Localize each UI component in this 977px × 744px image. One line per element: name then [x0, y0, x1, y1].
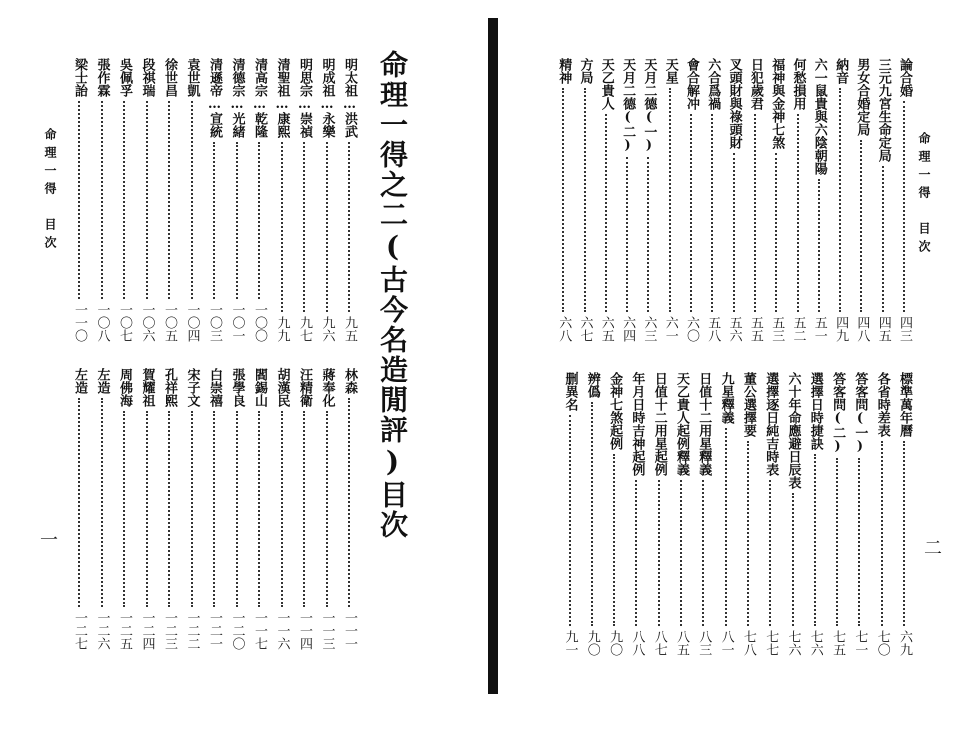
toc-entry — [784, 372, 802, 656]
toc-entry-title: 標準萬年曆 — [897, 372, 912, 437]
toc-entry-title: 賀耀祖 — [139, 368, 155, 407]
toc-entry-page: 一一七 — [252, 611, 267, 650]
toc-entry-page: 四五 — [875, 316, 891, 342]
toc-entry-title: 六十年命應避日辰表 — [785, 372, 801, 489]
toc-leader-dots — [792, 493, 794, 626]
toc-entry-page: 六〇 — [684, 316, 699, 342]
toc-entry — [850, 372, 868, 656]
toc-entry-title: 吳佩孚 — [117, 58, 132, 97]
toc-entry — [228, 58, 246, 342]
toc-entry-page: 六一 — [662, 316, 678, 342]
toc-entry-page: 一二三 — [162, 611, 177, 650]
toc-entry — [273, 368, 291, 650]
toc-leader-dots — [168, 101, 170, 299]
toc-entry — [874, 58, 892, 342]
toc-entry-title: 清高宗…乾隆 — [252, 58, 267, 138]
toc-entry-page: 九七 — [297, 316, 312, 342]
book-title: 命理一得之二(古今名造閒評)目次 — [376, 50, 409, 540]
toc-leader-dots — [814, 454, 816, 626]
toc-entry — [746, 58, 764, 342]
toc-entry-page: 一一〇 — [72, 303, 87, 342]
toc-leader-dots — [613, 454, 615, 626]
toc-entry — [228, 368, 246, 650]
toc-entry-title: 各省時差表 — [874, 372, 890, 437]
toc-entry-page: 一二六 — [94, 611, 110, 650]
toc-leader-dots — [882, 166, 884, 312]
toc-entry-title: 日值十二用星起例 — [651, 372, 667, 476]
toc-leader-dots — [191, 411, 193, 607]
toc-entry — [789, 58, 807, 342]
toc-entry — [618, 58, 636, 342]
toc-leader-dots — [839, 88, 841, 312]
toc-entry — [717, 372, 735, 656]
toc-entry-title: 清遜帝…宣統 — [207, 58, 222, 138]
toc-entry-page: 一一四 — [297, 611, 312, 650]
book-spine — [488, 18, 498, 694]
toc-leader-dots — [281, 142, 283, 312]
toc-entry-page: 七六 — [807, 630, 823, 656]
toc-entry-title: 天月二德(一) — [641, 58, 657, 153]
toc-leader-dots — [836, 458, 838, 626]
toc-entry-title: 孔祥熙 — [162, 368, 177, 407]
toc-entry — [761, 372, 779, 656]
toc-leader-dots — [191, 101, 193, 299]
toc-entry-page: 一一六 — [274, 611, 290, 650]
toc-entry-title: 張學良 — [229, 368, 245, 407]
toc-entry-title: 胡漢民 — [274, 368, 290, 407]
toc-entry-page: 六四 — [620, 316, 636, 342]
toc-entry — [160, 368, 178, 650]
toc-entry — [828, 372, 846, 656]
toc-entry-title: 日犯歲君 — [747, 58, 763, 110]
toc-leader-dots — [680, 480, 682, 626]
toc-entry — [639, 58, 657, 342]
toc-entry-page: 一〇五 — [162, 303, 177, 342]
toc-entry-page: 七七 — [763, 630, 779, 656]
toc-leader-dots — [658, 480, 660, 626]
toc-entry — [627, 372, 645, 656]
toc-entry — [138, 368, 156, 650]
toc-entry-page: 九九 — [274, 316, 290, 342]
toc-entry-title: 納音 — [833, 58, 849, 84]
toc-entry-title: 天乙貴人 — [598, 58, 614, 110]
toc-entry-title: 清聖祖…康熙 — [274, 58, 290, 138]
toc-leader-dots — [326, 142, 328, 312]
toc-entry-title: 答客問(一) — [852, 372, 868, 454]
toc-leader-dots — [236, 411, 238, 607]
toc-entry — [661, 58, 679, 342]
toc-entry-page: 八五 — [674, 630, 689, 656]
toc-entry-title: 福神與金神七煞 — [769, 58, 785, 149]
toc-entry — [852, 58, 870, 342]
toc-leader-dots — [733, 153, 735, 312]
toc-entry-page: 一〇三 — [207, 303, 222, 342]
toc-entry-page: 四八 — [854, 316, 870, 342]
toc-entry-title: 段祺瑞 — [139, 58, 155, 97]
toc-entry — [682, 58, 700, 342]
toc-leader-dots — [303, 142, 305, 312]
toc-entry — [725, 58, 743, 342]
toc-entry-title: 袁世凱 — [184, 58, 200, 97]
toc-entry — [739, 372, 757, 656]
toc-entry-page: 一一一 — [342, 611, 357, 650]
toc-entry-page: 九〇 — [584, 630, 600, 656]
toc-leader-dots — [797, 114, 799, 312]
toc-leader-dots — [258, 411, 260, 607]
toc-entry-page: 九〇 — [607, 630, 623, 656]
toc-entry-title: 白崇禧 — [207, 368, 222, 407]
toc-entry-page: 五三 — [769, 316, 785, 342]
right-page — [500, 0, 977, 744]
toc-leader-dots — [562, 88, 564, 312]
toc-entry — [318, 368, 336, 650]
toc-leader-dots — [584, 88, 586, 312]
toc-entry — [554, 58, 572, 342]
toc-entry-title: 答客問(二) — [830, 372, 846, 454]
toc-leader-dots — [168, 411, 170, 607]
toc-leader-dots — [348, 398, 350, 607]
running-head-right: 命理一得 目次 — [917, 132, 931, 258]
toc-entry — [93, 368, 111, 650]
toc-entry — [318, 58, 336, 342]
toc-leader-dots — [236, 142, 238, 299]
toc-entry-title: 選擇日時捷訣 — [807, 372, 823, 450]
toc-entry-page: 一〇八 — [94, 303, 110, 342]
toc-leader-dots — [213, 142, 215, 299]
toc-entry-title: 叉頭財與祿頭財 — [726, 58, 742, 149]
toc-entry-page: 一一三 — [319, 611, 335, 650]
toc-entry-title: 删異名 — [562, 372, 578, 411]
toc-entry — [597, 58, 615, 342]
toc-entry-page: 九一 — [562, 630, 578, 656]
toc-leader-dots — [123, 101, 125, 299]
toc-entry-title: 周佛海 — [117, 368, 132, 407]
toc-entry-title: 天乙貴人起例釋義 — [674, 372, 689, 476]
toc-leader-dots — [591, 402, 593, 626]
toc-entry-page: 七六 — [785, 630, 801, 656]
toc-entry-title: 林森 — [342, 368, 357, 394]
toc-entry-title: 閻錫山 — [252, 368, 267, 407]
toc-leader-dots — [348, 142, 350, 312]
toc-entry-page: 九六 — [319, 316, 335, 342]
toc-entry — [340, 368, 358, 650]
toc-entry — [895, 372, 913, 656]
toc-entry-page: 一二一 — [207, 611, 222, 650]
toc-entry-page: 七五 — [830, 630, 846, 656]
toc-entry — [138, 58, 156, 342]
toc-entry — [115, 58, 133, 342]
toc-entry — [340, 58, 358, 342]
toc-entry — [115, 368, 133, 650]
toc-entry — [295, 58, 313, 342]
toc-leader-dots — [101, 398, 103, 607]
toc-entry-page: 八三 — [696, 630, 712, 656]
toc-entry — [605, 372, 623, 656]
toc-leader-dots — [626, 157, 628, 312]
toc-entry-title: 天月二德(二) — [620, 58, 636, 153]
toc-entry — [806, 372, 824, 656]
toc-leader-dots — [858, 458, 860, 626]
folio-right: 二 — [921, 538, 942, 556]
toc-entry — [703, 58, 721, 342]
toc-entry-page: 一二五 — [117, 611, 132, 650]
toc-entry-title: 何愁損用 — [790, 58, 806, 110]
toc-leader-dots — [747, 441, 749, 626]
toc-entry — [205, 58, 223, 342]
toc-entry — [650, 372, 668, 656]
toc-leader-dots — [725, 428, 727, 626]
toc-entry-page: 一〇六 — [139, 303, 155, 342]
toc-entry-title: 三元九宮生命定局 — [875, 58, 891, 162]
toc-leader-dots — [146, 101, 148, 299]
toc-leader-dots — [78, 101, 80, 299]
toc-entry-page: 七一 — [852, 630, 868, 656]
toc-entry — [93, 58, 111, 342]
toc-leader-dots — [903, 101, 905, 312]
toc-entry-page: 一〇〇 — [252, 303, 267, 342]
toc-entry-title: 董公選擇要 — [740, 372, 756, 437]
toc-entry — [583, 372, 601, 656]
toc-leader-dots — [101, 101, 103, 299]
toc-leader-dots — [569, 415, 571, 626]
toc-entry-title: 九星釋義 — [718, 372, 734, 424]
toc-entry-page: 五一 — [811, 316, 827, 342]
toc-entry — [183, 58, 201, 342]
toc-leader-dots — [213, 411, 215, 607]
toc-leader-dots — [605, 114, 607, 312]
toc-entry-page: 一二〇 — [229, 611, 245, 650]
toc-leader-dots — [769, 480, 771, 626]
toc-leader-dots — [258, 142, 260, 299]
toc-entry-page: 八八 — [629, 630, 645, 656]
toc-entry — [810, 58, 828, 342]
toc-entry — [250, 58, 268, 342]
toc-entry-title: 年月日時吉神起例 — [629, 372, 645, 476]
toc-entry-page: 六五 — [598, 316, 614, 342]
toc-entry-page: 一〇一 — [229, 303, 245, 342]
toc-leader-dots — [647, 157, 649, 312]
toc-entry-title: 六一鼠貴與六陰朝陽 — [811, 58, 827, 175]
folio-left: 一 — [37, 530, 58, 548]
toc-entry-title: 精神 — [556, 58, 572, 84]
toc-entry-title: 男女合婚定局 — [854, 58, 870, 136]
toc-leader-dots — [123, 411, 125, 607]
toc-entry — [831, 58, 849, 342]
toc-leader-dots — [903, 441, 905, 626]
toc-leader-dots — [881, 441, 883, 626]
toc-entry — [561, 372, 579, 656]
toc-entry-page: 六八 — [556, 316, 572, 342]
toc-entry — [273, 58, 291, 342]
toc-entry-page: 一二二 — [184, 611, 200, 650]
toc-entry-title: 金神七煞起例 — [607, 372, 623, 450]
toc-entry-title: 會合解冲 — [684, 58, 699, 110]
toc-entry-page: 六七 — [577, 316, 593, 342]
toc-entry-title: 張作霖 — [94, 58, 110, 97]
toc-entry-page: 六九 — [897, 630, 912, 656]
toc-entry-page: 一〇四 — [184, 303, 200, 342]
toc-entry-page: 五六 — [726, 316, 742, 342]
toc-leader-dots — [281, 411, 283, 607]
toc-entry-title: 清德宗…光緒 — [229, 58, 245, 138]
toc-leader-dots — [146, 411, 148, 607]
toc-entry-title: 汪精衛 — [297, 368, 312, 407]
toc-entry-page: 八七 — [651, 630, 667, 656]
toc-leader-dots — [818, 179, 820, 312]
toc-leader-dots — [711, 114, 713, 312]
toc-entry — [873, 372, 891, 656]
toc-entry-title: 左造 — [72, 368, 87, 394]
toc-entry-title: 選擇逐日純吉時表 — [763, 372, 779, 476]
toc-leader-dots — [702, 480, 704, 626]
toc-entry-title: 天星 — [662, 58, 678, 84]
toc-entry — [250, 368, 268, 650]
toc-leader-dots — [775, 153, 777, 312]
toc-entry-page: 一〇七 — [117, 303, 132, 342]
toc-entry — [767, 58, 785, 342]
toc-entry-title: 宋子文 — [184, 368, 200, 407]
toc-entry — [70, 368, 88, 650]
toc-leader-dots — [860, 140, 862, 312]
toc-leader-dots — [754, 114, 756, 312]
running-head-left: 命理一得 目次 — [43, 128, 57, 254]
toc-entry — [672, 372, 690, 656]
toc-leader-dots — [78, 398, 80, 607]
toc-entry-page: 九五 — [342, 316, 357, 342]
toc-entry-page: 五八 — [705, 316, 721, 342]
toc-entry — [694, 372, 712, 656]
toc-entry — [205, 368, 223, 650]
toc-leader-dots — [669, 88, 671, 312]
toc-entry-page: 四三 — [897, 316, 912, 342]
toc-entry-page: 五五 — [747, 316, 763, 342]
toc-entry-title: 明太祖…洪武 — [342, 58, 357, 138]
toc-entry-page: 六三 — [641, 316, 657, 342]
toc-entry-page: 一二四 — [139, 611, 155, 650]
toc-entry-page: 八一 — [718, 630, 734, 656]
toc-entry-title: 明思宗…崇禎 — [297, 58, 312, 138]
toc-entry-title: 方局 — [577, 58, 593, 84]
toc-entry — [183, 368, 201, 650]
toc-entry-page: 五二 — [790, 316, 806, 342]
toc-entry-title: 徐世昌 — [162, 58, 177, 97]
toc-entry-title: 明成祖…永樂 — [319, 58, 335, 138]
toc-entry-title: 日值十二用星釋義 — [696, 372, 712, 476]
toc-leader-dots — [303, 411, 305, 607]
toc-entry — [160, 58, 178, 342]
toc-entry — [576, 58, 594, 342]
toc-entry-page: 七八 — [740, 630, 756, 656]
toc-entry-page: 四九 — [833, 316, 849, 342]
toc-entry-title: 梁士詒 — [72, 58, 87, 97]
toc-entry-title: 辨僞 — [584, 372, 600, 398]
toc-entry-page: 一二七 — [72, 611, 87, 650]
toc-entry — [70, 58, 88, 342]
toc-entry-title: 六合爲禍 — [705, 58, 721, 110]
toc-leader-dots — [690, 114, 692, 312]
toc-entry-page: 七〇 — [874, 630, 890, 656]
toc-entry — [895, 58, 913, 342]
toc-entry-title: 左造 — [94, 368, 110, 394]
toc-entry-title: 蔣奉化 — [319, 368, 335, 407]
toc-leader-dots — [326, 411, 328, 607]
toc-leader-dots — [635, 480, 637, 626]
toc-entry-title: 論合婚 — [897, 58, 912, 97]
toc-entry — [295, 368, 313, 650]
